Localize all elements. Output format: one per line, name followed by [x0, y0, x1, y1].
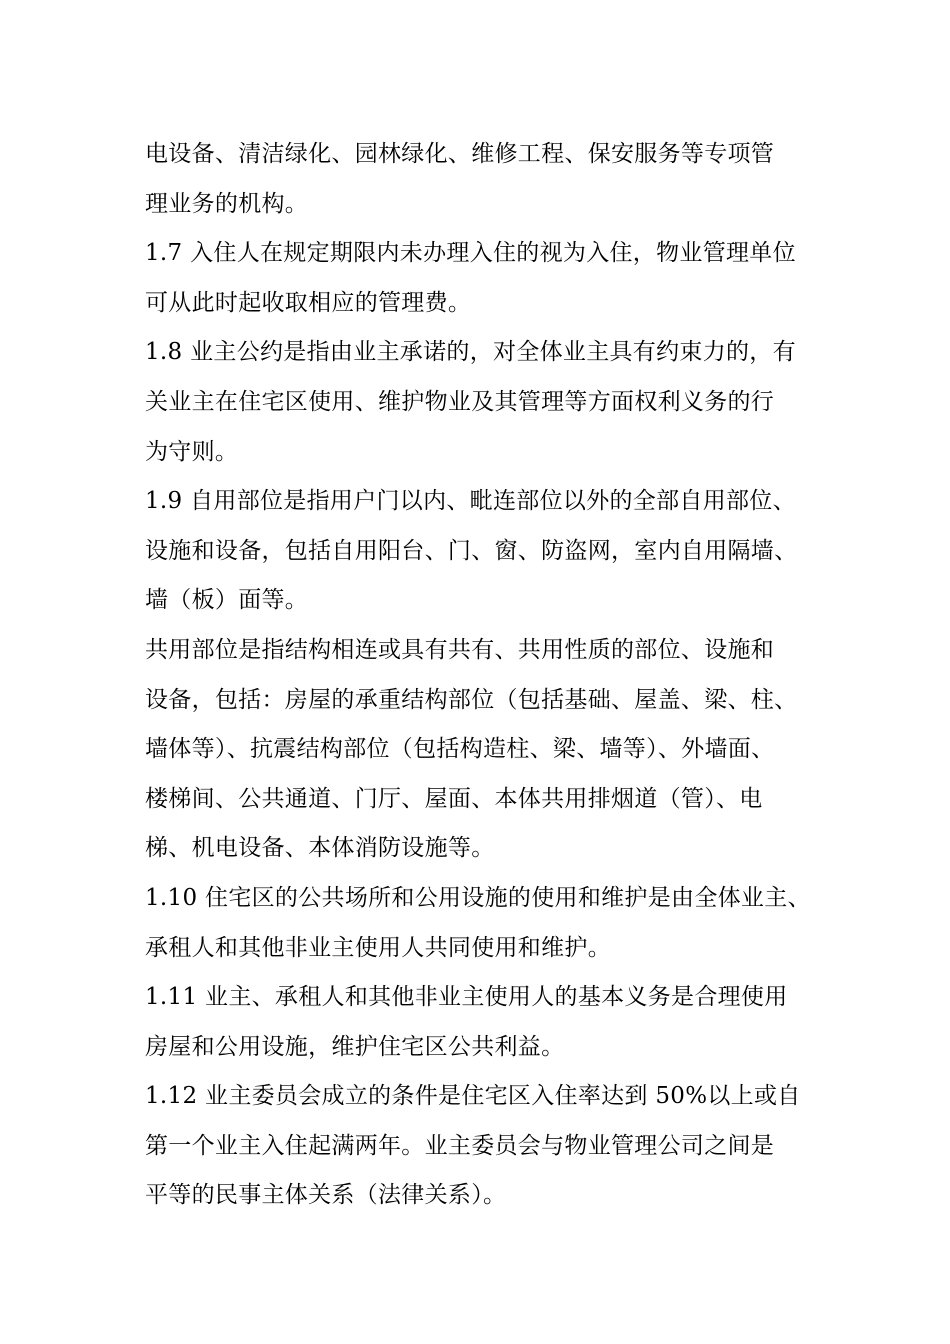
text-line: 1.8 业主公约是指由业主承诺的，对全体业主具有约束力的，有 [145, 339, 796, 366]
text-line: 设备，包括：房屋的承重结构部位（包括基础、屋盖、梁、柱、 [145, 686, 798, 713]
text-line: 设施和设备，包括自用阳台、门、窗、防盗网，室内自用隔墙、 [145, 537, 798, 564]
text-line: 承租人和其他非业主使用人共同使用和维护。 [145, 934, 611, 961]
text-line: 1.7 入住人在规定期限内未办理入住的视为入住，物业管理单位 [145, 240, 796, 267]
text-line: 共用部位是指结构相连或具有共有、共用性质的部位、设施和 [145, 636, 775, 663]
text-line: 理业务的机构。 [145, 190, 309, 217]
text-line: 为守则。 [145, 438, 239, 465]
text-line: 第一个业主入住起满两年。业主委员会与物业管理公司之间是 [145, 1132, 775, 1159]
document-body [145, 130, 825, 1221]
text-line: 平等的民事主体关系（法律关系）。 [145, 1182, 507, 1209]
text-line: 房屋和公用设施，维护住宅区公共利益。 [145, 1033, 565, 1060]
text-line: 关业主在住宅区使用、维护物业及其管理等方面权利义务的行 [145, 388, 775, 415]
text-line: 可从此时起收取相应的管理费。 [145, 289, 472, 316]
text-line: 电设备、清洁绿化、园林绿化、维修工程、保安服务等专项管 [145, 141, 775, 167]
text-line: 楼梯间、公共通道、门厅、屋面、本体共用排烟道（管）、电 [145, 785, 763, 812]
text-line: 1.11 业主、承租人和其他非业主使用人的基本义务是合理使用 [145, 984, 788, 1011]
text-line: 墙（板）面等。 [145, 587, 309, 614]
text-line: 1.10 住宅区的公共场所和公用设施的使用和维护是由全体业主、 [145, 884, 811, 911]
text-line: 墙体等）、抗震结构部位（包括构造柱、梁、墙等）、外墙面、 [145, 736, 775, 763]
text-line: 梯、机电设备、本体消防设施等。 [145, 835, 495, 862]
text-line: 1.12 业主委员会成立的条件是住宅区入住率达到 50%以上或自 [145, 1083, 801, 1110]
text-line: 1.9 自用部位是指用户门以内、毗连部位以外的全部自用部位、 [145, 488, 796, 515]
